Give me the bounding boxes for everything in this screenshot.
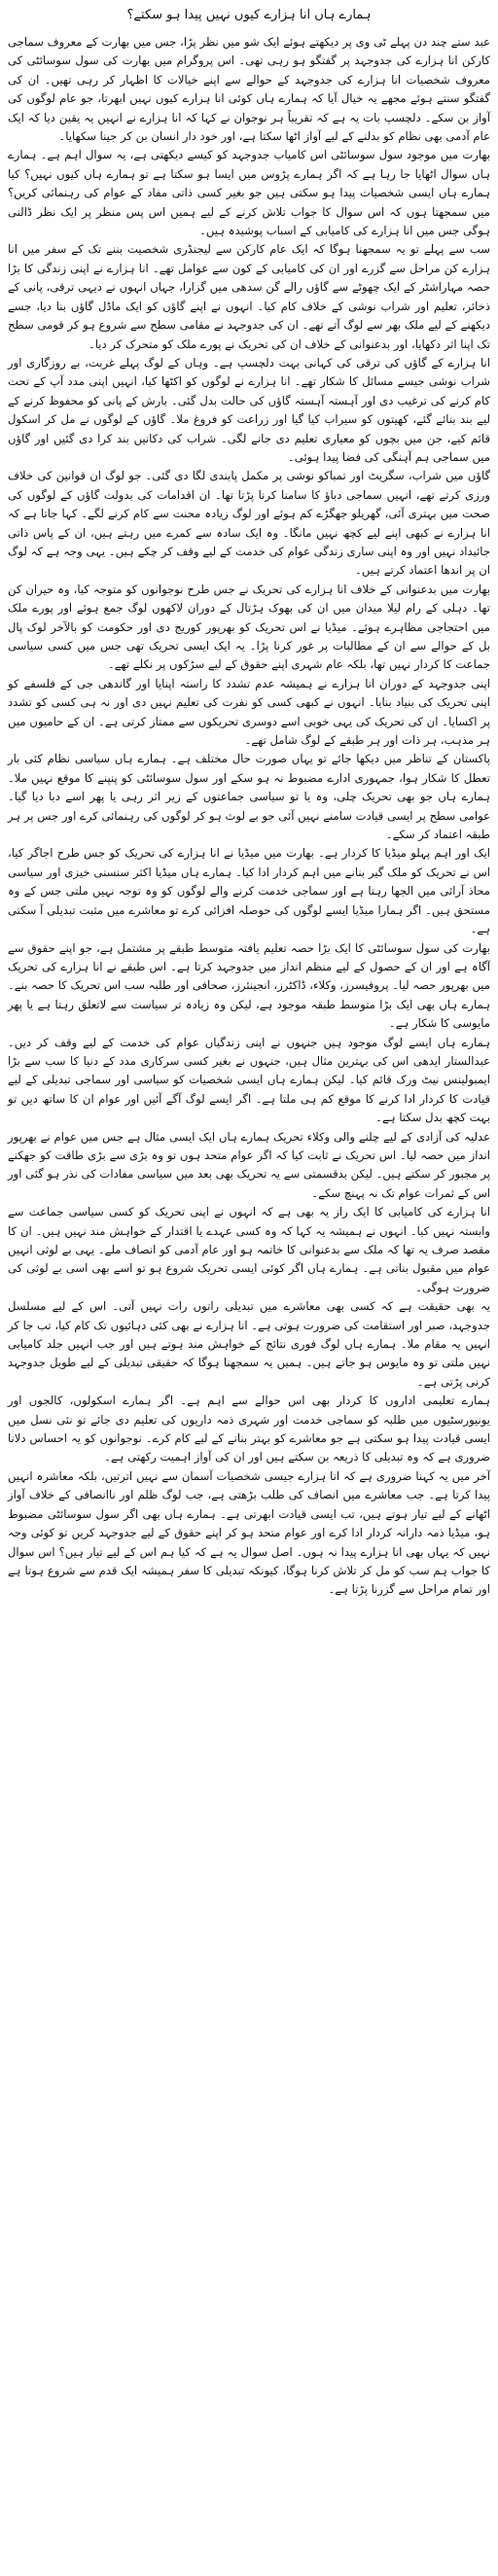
article-paragraph: ایک اور اہم پہلو میڈیا کا کردار ہے۔ بھارت میں میڈیا نے انا ہزارے کی تحریک کو جس طرح اجاگر کیا، اس نے تحریک کو ملک گیر بنانے میں اہم کردار ادا کیا۔ ہمارے ہاں میڈیا اکثر سنسنی خیزی اور سیاسی محاذ آرائی میں الجھا رہتا ہے اور سماجی خدمت کرنے والے لوگوں کو وہ توجہ نہیں ملتی جس کے وہ مستحق ہیں۔ اگر ہمارا میڈیا ایسے لوگوں کی حوصلہ افزائی کرے تو معاشرے میں مثبت تبدیلی آ سکتی ہے۔ [8, 846, 490, 936]
article-paragraph: بھارت کی سول سوسائٹی کا ایک بڑا حصہ تعلیم یافتہ متوسط طبقے پر مشتمل ہے، جو اپنے حقوق سے آگاہ ہے اور ان کے حصول کے لیے منظم انداز میں جدوجہد کرتا ہے۔ اس طبقے نے انا ہزارے کی تحریک میں بھرپور حصہ لیا۔ پروفیسرز، وکلاء، ڈاکٹرز، انجینئرز، صحافی اور طلبہ سب اس تحریک کا حصہ بنے۔ ہمارے ہاں بھی ایک بڑا متوسط طبقہ موجود ہے، لیکن وہ زیادہ تر سیاست سے لاتعلق رہتا ہے یا پھر مایوسی کا شکار ہے۔ [8, 940, 490, 1031]
article-paragraph: بھارت میں موجود سول سوسائٹی اس کامیاب جدوجہد کو کیسے دیکھتی ہے، یہ سوال اہم ہے۔ ہمارے ہاں سوال اٹھایا جا رہا ہے کہ اگر ہمارے پڑوس میں ایسا ہو سکتا ہے تو ہمارے ہاں کیوں نہیں؟ کیا ہمارے ہاں ایسی شخصیات پیدا ہو سکتی ہیں جو بغیر کسی ذاتی مفاد کے عوام کی رہنمائی کریں؟ میں سمجھتا ہوں کہ اس سوال کا جواب تلاش کرنے کے لیے ہمیں اس پس منظر پر ایک نظر ڈالنی ہوگی جس میں انا ہزارے کی کامیابی کے اسباب پوشیدہ ہیں۔ [8, 148, 490, 238]
article-paragraph: ہمارے تعلیمی اداروں کا کردار بھی اس حوالے سے اہم ہے۔ اگر ہمارے اسکولوں، کالجوں اور یونیورسٹیوں میں طلبہ کو سماجی خدمت اور شہری ذمہ داریوں کی تعلیم دی جائے تو نئی نسل میں ایسی قیادت پیدا ہو سکتی ہے جو معاشرے کو بہتر بنانے کے لیے کام کرے۔ نوجوانوں کو یہ احساس دلانا ضروری ہے کہ وہ تبدیلی کا ذریعہ بن سکتے ہیں اور ان کی آواز اہمیت رکھتی ہے۔ [8, 1394, 490, 1464]
article-paragraph: ہمارے ہاں ایسے لوگ موجود ہیں جنہوں نے اپنی زندگیاں عوام کی خدمت کے لیے وقف کر دیں۔ عبدالستار ایدھی اس کی بہترین مثال ہیں، جنہوں نے بغیر کسی سرکاری مدد کے دنیا کا سب سے بڑا ایمبولینس نیٹ ورک قائم کیا۔ لیکن ہمارے ہاں ایسی شخصیات کو سیاسی اور سماجی تبدیلی کے لیے قیادت کا کردار ادا کرنے کا موقع کم ہی ملتا ہے۔ اگر ایسے لوگ آگے آئیں اور عوام ان کا ساتھ دیں تو بہت کچھ بدل سکتا ہے۔ [8, 1035, 490, 1125]
article-paragraph: انا ہزارے کی کامیابی کا ایک راز یہ بھی ہے کہ انہوں نے اپنی تحریک کو کسی سیاسی جماعت سے وابستہ نہیں کیا۔ انہوں نے ہمیشہ یہ کہا کہ وہ کسی عہدے یا اقتدار کے خواہش مند نہیں ہیں۔ ان کا مقصد صرف یہ تھا کہ ملک سے بدعنوانی کا خاتمہ ہو اور عام آدمی کو انصاف ملے۔ یہی بے لوثی انہیں عوام میں مقبول بناتی ہے۔ ہمارے ہاں اگر کوئی ایسی تحریک شروع ہو تو اسے بھی اسی بے لوثی کی ضرورت ہوگی۔ [8, 1205, 490, 1294]
article-paragraph: آخر میں یہ کہنا ضروری ہے کہ انا ہزارے جیسی شخصیات آسمان سے نہیں اترتیں، بلکہ معاشرہ انہیں پیدا کرتا ہے۔ جب معاشرے میں انصاف کی طلب بڑھتی ہے، جب لوگ ظلم اور ناانصافی کے خلاف آواز اٹھانے کے لیے تیار ہوتے ہیں، تب ایسی قیادت ابھرتی ہے۔ ہمارے ہاں بھی اگر سول سوسائٹی مضبوط ہو، میڈیا ذمہ دارانہ کردار ادا کرے اور عوام متحد ہو کر اپنے حقوق کے لیے جدوجہد کریں تو کوئی وجہ نہیں کہ یہاں بھی انا ہزارے پیدا نہ ہوں۔ اصل سوال یہ ہے کہ کیا ہم اس کے لیے تیار ہیں؟ اس سوال کا جواب ہم سب کو مل کر تلاش کرنا ہوگا، کیونکہ تبدیلی کا سفر ہمیشہ ایک قدم سے شروع ہوتا ہے اور تمام مراحل سے گزرنا پڑتا ہے۔ [8, 1468, 490, 1597]
article-paragraph: پاکستان کے تناظر میں دیکھا جائے تو یہاں صورت حال مختلف ہے۔ ہمارے ہاں سیاسی نظام کئی بار تعطل کا شکار ہوا، جمہوری ادارے مضبوط نہ ہو سکے اور سول سوسائٹی کو پنپنے کا موقع نہیں ملا۔ ہمارے ہاں جو بھی تحریک چلی، وہ یا تو سیاسی جماعتوں کے زیر اثر رہی یا پھر اسے دبا دیا گیا۔ عوامی سطح پر ایسی قیادت سامنے نہیں آئی جو بے لوث ہو کر لوگوں کی رہنمائی کرے اور جس پر ہر طبقہ اعتماد کر سکے۔ [8, 752, 490, 842]
article-paragraph: یہ بھی حقیقت ہے کہ کسی بھی معاشرے میں تبدیلی راتوں رات نہیں آتی۔ اس کے لیے مسلسل جدوجہد، صبر اور استقامت کی ضرورت ہوتی ہے۔ انا ہزارے نے بھی کئی دہائیوں تک کام کیا، تب جا کر انہیں یہ مقام ملا۔ ہمارے ہاں لوگ فوری نتائج کے خواہش مند ہوتے ہیں اور جب انہیں جلد کامیابی نہیں ملتی تو وہ مایوس ہو جاتے ہیں۔ ہمیں یہ سمجھنا ہوگا کہ حقیقی تبدیلی کے لیے طویل جدوجہد کرنی پڑتی ہے۔ [8, 1299, 490, 1389]
article-paragraph: سب سے پہلے تو یہ سمجھنا ہوگا کہ ایک عام کارکن سے لیجنڈری شخصیت بننے تک کے سفر میں انا ہزارے کن مراحل سے گزرے اور ان کی کامیابی کے کون سے عوامل تھے۔ انا ہزارے نے اپنی زندگی کا بڑا حصہ مہاراشٹر کے ایک چھوٹے سے گاؤں رالے گن سدھی میں گزارا، جہاں انہوں نے دیہی ترقی، پانی کے ذخائر، تعلیم اور شراب نوشی کے خلاف کام کیا۔ انہوں نے اپنے گاؤں کو ایک ماڈل گاؤں بنا دیا، جسے دیکھنے کے لیے ملک بھر سے لوگ آتے تھے۔ ان کی جدوجہد نے مقامی سطح سے شروع ہو کر قومی سطح تک اپنا اثر دکھایا، اور بدعنوانی کے خلاف ان کی تحریک نے پورے ملک کو متحرک کر دیا۔ [8, 242, 490, 351]
article-headline: ہمارے ہاں انا ہزارے کیوں نہیں پیدا ہو سکتے؟ [126, 8, 372, 22]
article-body [8, 33, 490, 1600]
article-paragraph: عدلیہ کی آزادی کے لیے چلنے والی وکلاء تحریک ہمارے ہاں ایک ایسی مثال ہے جس میں عوام نے بھرپور انداز میں حصہ لیا۔ اس تحریک نے ثابت کیا کہ اگر عوام متحد ہوں تو وہ بڑی سے بڑی طاقت کو جھکنے پر مجبور کر سکتے ہیں۔ لیکن بدقسمتی سے یہ تحریک بھی بعد میں سیاسی مفادات کی نذر ہو گئی اور اس کے ثمرات عوام تک نہ پہنچ سکے۔ [8, 1129, 490, 1200]
article-paragraph: عبد ستے چند دن پہلے ٹی وی پر دیکھتے ہوئے ایک شو میں نظر پڑا، جس میں بھارت کے معروف سماجی کارکن انا ہزارے کی جدوجہد پر گفتگو ہو رہی تھی۔ اس پروگرام میں بھارت کی سول سوسائٹی کی معروف شخصیات انا ہزارے کی جدوجہد کے حوالے سے اپنے خیالات کا اظہار کر رہی تھیں۔ ان کی گفتگو سنتے ہوئے مجھے یہ خیال آیا کہ ہمارے ہاں کوئی انا ہزارے کیوں نہیں ابھرتا، جو عام لوگوں کی آواز بن سکے۔ دلچسپ بات یہ ہے کہ تقریباً ہر نوجوان نے کہا کہ انا ہزارے نے انہیں یہ یقین دیا کہ ایک عام آدمی بھی نظام کو بدلنے کے لیے آواز اٹھا سکتا ہے، اور خود دار انسان بن کر جینا سکھایا۔ [8, 35, 490, 144]
article-paragraph: انا ہزارے کے گاؤں کی ترقی کی کہانی بہت دلچسپ ہے۔ وہاں کے لوگ پہلے غربت، بے روزگاری اور شراب نوشی جیسے مسائل کا شکار تھے۔ انا ہزارے نے لوگوں کو اکٹھا کیا، انہیں اپنی مدد آپ کے تحت کام کرنے کی ترغیب دی اور آہستہ آہستہ گاؤں کی حالت بدل گئی۔ بارش کے پانی کو محفوظ کرنے کے لیے بند بنائے گئے، کھیتوں کو سیراب کیا گیا اور زراعت کو فروغ ملا۔ گاؤں کے لوگوں نے مل کر اسکول قائم کیے، جن میں بچوں کو معیاری تعلیم دی جانے لگی۔ شراب کی دکانیں بند کرا دی گئیں اور گاؤں میں سماجی ہم آہنگی کی فضا پیدا ہوئی۔ [8, 355, 490, 464]
article-paragraph: بھارت میں بدعنوانی کے خلاف انا ہزارے کی تحریک نے جس طرح نوجوانوں کو متوجہ کیا، وہ حیران کن تھا۔ دہلی کے رام لیلا میدان میں ان کی بھوک ہڑتال کے دوران لاکھوں لوگ جمع ہوئے اور پورے ملک میں احتجاجی مظاہرے ہوئے۔ میڈیا نے اس تحریک کو بھرپور کوریج دی اور حکومت کو بالآخر لوک پال بل کے حوالے سے ان کے مطالبات پر غور کرنا پڑا۔ یہ ایک ایسی تحریک تھی جس میں کسی سیاسی جماعت کا کردار نہیں تھا، بلکہ عام شہری اپنے حقوق کے لیے سڑکوں پر نکلے تھے۔ [8, 582, 490, 672]
article-paragraph: گاؤں میں شراب، سگریٹ اور تمباکو نوشی پر مکمل پابندی لگا دی گئی۔ جو لوگ ان قوانین کی خلاف ورزی کرتے تھے، انہیں سماجی دباؤ کا سامنا کرنا پڑتا تھا۔ ان اقدامات کی بدولت گاؤں کے لوگوں کی صحت میں بہتری آئی، گھریلو جھگڑے کم ہوئے اور لوگ زیادہ محنت سے کام کرنے لگے۔ کہا جاتا ہے کہ انا ہزارے نے کبھی اپنے لیے کچھ نہیں مانگا۔ وہ ایک سادہ سے کمرے میں رہتے ہیں، ان کے پاس ذاتی جائیداد نہیں اور وہ اپنی ساری زندگی عوام کی خدمت کے لیے وقف کر چکے ہیں۔ یہی وجہ ہے کہ لوگ ان پر اندھا اعتماد کرتے ہیں۔ [8, 469, 490, 578]
article-paragraph: اپنی جدوجہد کے دوران انا ہزارے نے ہمیشہ عدم تشدد کا راستہ اپنایا اور گاندھی جی کے فلسفے کو اپنی تحریک کی بنیاد بنایا۔ انہوں نے کبھی کسی کو نفرت کی تعلیم نہیں دی اور نہ ہی کسی کو تشدد پر اکسایا۔ ان کی تحریک کی یہی خوبی اسے دوسری تحریکوں سے ممتاز کرتی ہے۔ ان کے حامیوں میں ہر مذہب، ہر ذات اور ہر طبقے کے لوگ شامل تھے۔ [8, 676, 490, 748]
